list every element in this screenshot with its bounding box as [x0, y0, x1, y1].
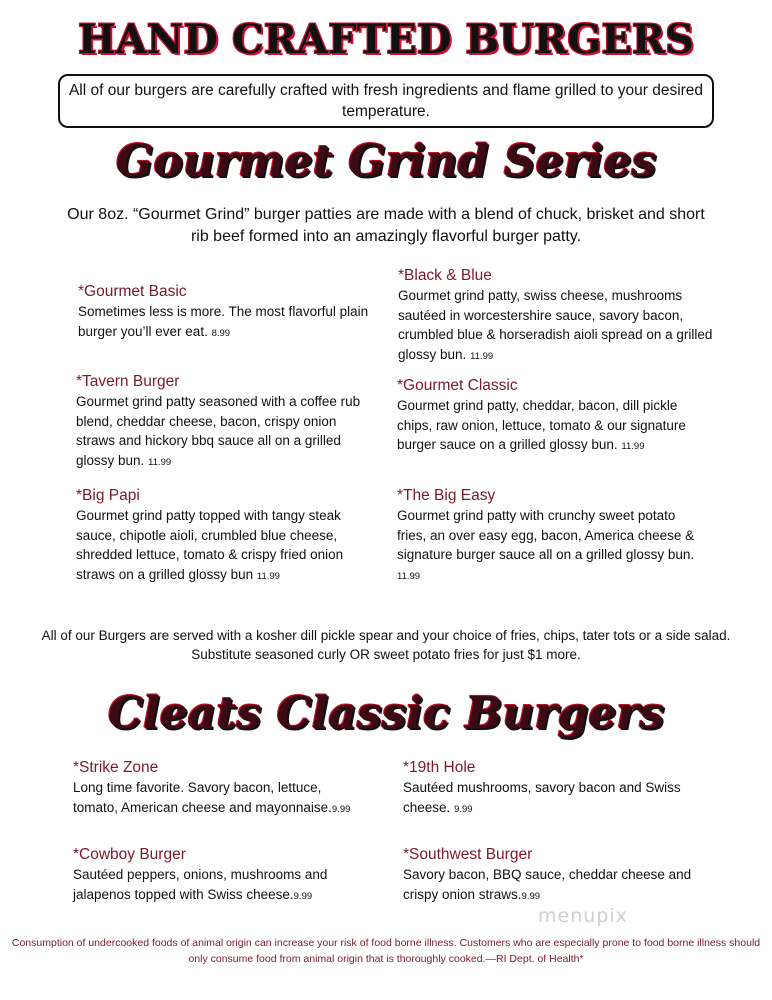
- item-name: *Tavern Burger: [76, 373, 180, 390]
- item-desc-text: Long time favorite. Savory bacon, lettuce, tomato, American cheese and mayonnaise.: [73, 780, 332, 815]
- item-name: *Black & Blue: [398, 267, 492, 284]
- item-desc-text: Gourmet grind patty seasoned with a coffee rub blend, cheddar cheese, bacon, crispy onion straws and hickory bbq sauce all on a grilled glossy bun.: [76, 394, 361, 468]
- item-description: [398, 286, 728, 366]
- item-price: 9.99: [521, 890, 541, 902]
- item-name: *Big Papi: [76, 487, 140, 504]
- item-description: [76, 506, 384, 586]
- menu-item: [76, 372, 376, 472]
- menu-item: [403, 845, 693, 906]
- menu-item: [73, 845, 363, 906]
- gourmet-description: Our 8oz. “Gourmet Grind” burger patties are made with a blend of chuck, brisket and short rib beef formed into an amazingly flavorful burger patty.: [67, 206, 705, 245]
- item-price: 9.99: [293, 890, 313, 902]
- item-desc-text: Gourmet grind patty topped with tangy steak sauce, chipotle aioli, crumbled blue cheese, shredded lettuce, tomato & crispy fried onion straws on a grilled glossy bun: [76, 508, 344, 582]
- item-name: *The Big Easy: [397, 487, 496, 504]
- item-name: *Southwest Burger: [403, 846, 533, 863]
- item-desc-text: Gourmet grind patty, cheddar, bacon, dill pickle chips, raw onion, lettuce, tomato & our signature burger sauce on a grilled glossy bun.: [397, 398, 686, 452]
- watermark: menupix: [538, 905, 628, 927]
- menu-item: [76, 486, 384, 586]
- sides-note: All of our Burgers are served with a kosher dill pickle spear and your choice of fries, chips, tater tots or a side salad. Substitute seasoned curly OR sweet potato fries for just $1 more.: [41, 628, 731, 662]
- item-description: [73, 865, 363, 906]
- item-name: *Gourmet Basic: [78, 283, 187, 300]
- item-description: [73, 778, 353, 819]
- item-description: [403, 778, 703, 819]
- item-description: [403, 865, 693, 906]
- item-price: 11.99: [470, 350, 494, 362]
- item-name: *Cowboy Burger: [73, 846, 186, 863]
- item-name: *Gourmet Classic: [397, 377, 518, 394]
- intro-box: All of our burgers are carefully crafted with fresh ingredients and flame grilled to your desired temperature.: [58, 74, 714, 128]
- menu-item: [73, 758, 353, 819]
- item-desc-text: Gourmet grind patty with crunchy sweet potato fries, an over easy egg, bacon, America cheese & signature burger sauce all on a grilled glossy bun.: [397, 508, 695, 562]
- item-price: 11.99: [621, 441, 645, 452]
- item-description: [76, 392, 376, 472]
- item-desc-text: Gourmet grind patty, swiss cheese, mushrooms sautéed in worcestershire sauce, savory bacon, crumbled blue & horseradish aioli spread on a grilled glossy bun.: [398, 288, 713, 362]
- item-name: *Strike Zone: [73, 759, 159, 776]
- menu-item: [397, 486, 707, 586]
- item-description: [397, 396, 697, 457]
- item-price: 11.99: [256, 570, 280, 582]
- menu-item: [397, 376, 697, 457]
- item-description: [397, 506, 707, 586]
- menu-item: [78, 282, 378, 343]
- item-price: 11.99: [397, 570, 421, 582]
- item-price: 11.99: [148, 456, 172, 468]
- health-disclaimer: Consumption of undercooked foods of animal origin can increase your risk of food borne illness. Customers who are especially prone to food borne illness should only consume food from animal origin that is thoroughly cooked.—RI Dept. of Health*: [11, 937, 761, 965]
- item-price: 9.99: [331, 803, 351, 815]
- item-price: 8.99: [211, 327, 231, 339]
- gourmet-section-title: Gourmet Grind Series: [115, 136, 657, 187]
- item-desc-text: Sautéed mushrooms, savory bacon and Swiss cheese.: [403, 780, 681, 815]
- item-desc-text: Sautéed peppers, onions, mushrooms and jalapenos topped with Swiss cheese.: [73, 867, 328, 902]
- item-description: [78, 302, 378, 343]
- page-title: HAND CRAFTED BURGERS: [77, 16, 695, 63]
- item-name: *19th Hole: [403, 759, 476, 776]
- classic-section-title: Cleats Classic Burgers: [107, 688, 665, 739]
- item-desc-text: Savory bacon, BBQ sauce, cheddar cheese and crispy onion straws.: [403, 867, 692, 902]
- item-desc-text: Sometimes less is more. The most flavorful plain burger you’ll ever eat.: [78, 304, 369, 339]
- menu-item: [398, 266, 728, 366]
- menu-item: [403, 758, 703, 819]
- item-price: 9.99: [454, 803, 473, 815]
